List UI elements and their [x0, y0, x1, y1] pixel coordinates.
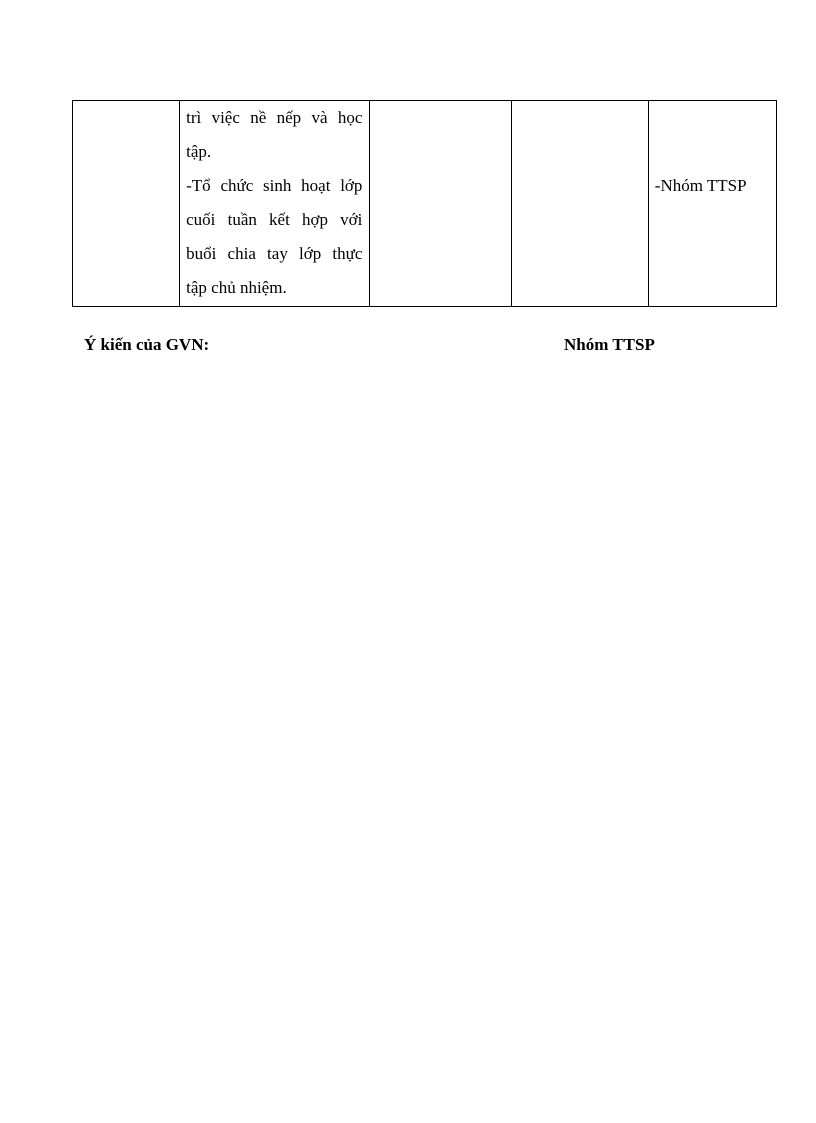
empty-cell-1: [73, 101, 180, 307]
responsible-cell: [648, 101, 776, 307]
teacher-comment-label: Ý kiến của GVN:: [84, 335, 210, 354]
empty-cell-3: [370, 101, 511, 307]
responsible-text: -Nhóm TTSP: [654, 176, 747, 195]
content-cell: [180, 101, 370, 307]
content-line-2: tập.: [186, 142, 212, 161]
empty-cell-4: [511, 101, 648, 307]
plan-table: [72, 100, 777, 307]
group-signature-label: Nhóm TTSP: [564, 335, 655, 354]
content-line-1: trì việc nề nếp và học: [186, 108, 363, 127]
content-line-4: cuối tuần kết hợp với: [186, 210, 363, 229]
content-line-3: -Tổ chức sinh hoạt lớp: [186, 176, 363, 195]
content-line-6: tập chủ nhiệm.: [186, 278, 287, 297]
table-row: [73, 101, 777, 307]
content-line-5: buổi chia tay lớp thực: [186, 244, 363, 263]
